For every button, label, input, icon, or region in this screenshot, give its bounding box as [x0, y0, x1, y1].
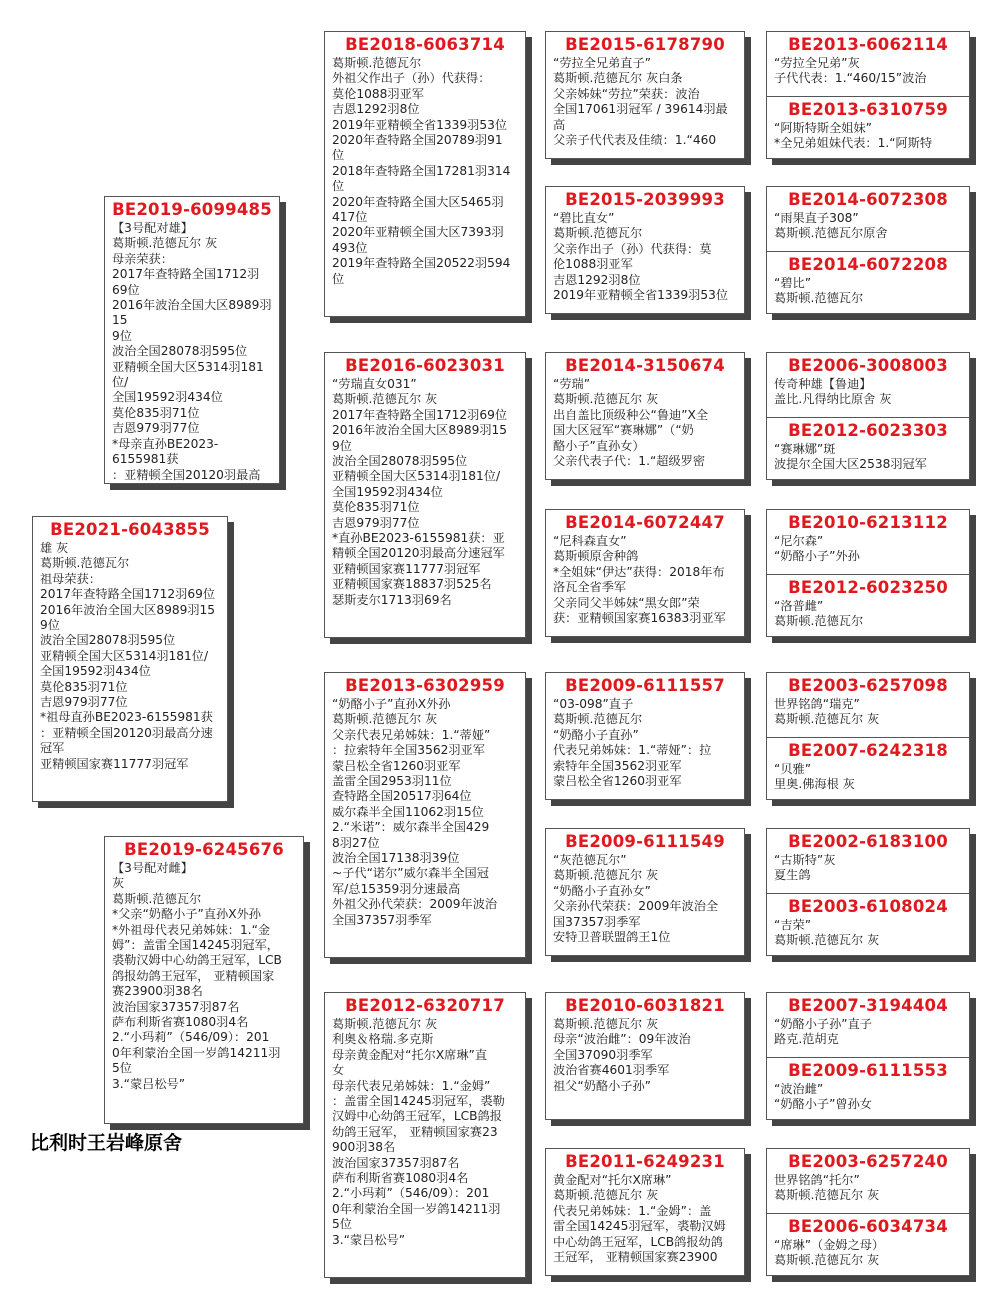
- ancestor-ring-number: BE2014-6072308: [788, 190, 948, 209]
- ancestor-card[interactable]: [767, 673, 969, 737]
- grandparent-ring-number: BE2013-6302959: [345, 676, 505, 695]
- ancestor-details: 世界铭鸽“瑞克” 葛斯顿.范德瓦尔 灰: [774, 697, 880, 727]
- sire-card[interactable]: [104, 196, 280, 484]
- ancestor-details: “雨果直子308” 葛斯顿.范德瓦尔原舍: [774, 211, 888, 241]
- great-grandparent-details: “碧比直女” 葛斯顿.范德瓦尔 父亲作出子（孙）代获得：莫 伦1088羽亚军 吉恩1292羽8位 2019年亚精顿全省1339羽53位: [553, 211, 729, 303]
- ancestor-details: “尼尔森” “奶酪小子”外孙: [774, 534, 860, 564]
- great-grandparent-ring-number: BE2010-6031821: [565, 996, 725, 1015]
- dam-details: 【3号配对雌】 灰 葛斯顿.范德瓦尔 *父亲“奶酪小子”直孙X外孙 *外祖母代表兄弟姊妹：1.“金 姆”：盖雷全国14245羽冠军， 裘勒汉姆中心幼鸽王冠军，LCB 鸽报幼鸽王冠军， 亚精顿国家 赛23900羽38名 波治国家37357羽87名 萨布利斯省赛1080羽4名 2.“小玛莉”（546/09）：201 0年利蒙治全国一岁鸽14211羽 5位 3.“蒙吕松号”: [112, 861, 282, 1091]
- great-grandparent-card[interactable]: [545, 186, 745, 314]
- great-grandparent-ring-number: BE2014-3150674: [565, 356, 725, 375]
- great-grandparent-card[interactable]: [545, 31, 745, 159]
- ancestor-ring-number: BE2002-6183100: [788, 832, 948, 851]
- ancestor-details: “贝雅” 里奥.佛海根 灰: [774, 762, 855, 792]
- dam-card[interactable]: [104, 836, 304, 1124]
- great-grandparent-ring-number: BE2009-6111549: [565, 832, 725, 851]
- ancestor-ring-number: BE2003-6257240: [788, 1152, 948, 1171]
- ancestor-ring-number: BE2010-6213112: [788, 513, 948, 532]
- ancestor-ring-number: BE2007-6242318: [788, 741, 948, 760]
- great-great-grandparents-pair: [766, 31, 970, 159]
- ancestor-card[interactable]: [767, 737, 969, 800]
- ancestor-details: “洛普雌” 葛斯顿.范德瓦尔: [774, 599, 864, 629]
- ancestor-ring-number: BE2003-6108024: [788, 897, 948, 916]
- ancestor-ring-number: BE2012-6023303: [788, 421, 948, 440]
- great-grandparent-ring-number: BE2014-6072447: [565, 513, 725, 532]
- ancestor-card[interactable]: [767, 187, 969, 251]
- grandparent-ring-number: BE2012-6320717: [345, 996, 505, 1015]
- ancestor-card[interactable]: [767, 510, 969, 574]
- ancestor-details: “波治雌” “奶酪小子”曾孙女: [774, 1082, 872, 1112]
- ancestor-details: “古斯特”灰 夏生鸽: [774, 853, 836, 883]
- grandparent-card[interactable]: [324, 31, 526, 317]
- ancestor-card[interactable]: [767, 32, 969, 96]
- great-grandparent-details: “劳瑞” 葛斯顿.范德瓦尔 灰 出自盖比顶级种公“鲁迪”X全 国大区冠军“赛琳娜”（“奶 酪小子”直孙女） 父亲代表子代：1.“超级罗密: [553, 377, 709, 469]
- great-grandparent-details: “灰范德瓦尔” 葛斯顿.范德瓦尔 灰 “奶酪小子直孙女” 父亲孙代荣获：2009年波治全 国37357羽季军 安特卫普联盟鸽王1位: [553, 853, 719, 945]
- ancestor-details: 传奇种雄【鲁迪】 盖比.凡得纳比原舍 灰: [774, 377, 892, 407]
- subject-card[interactable]: [32, 516, 228, 802]
- grandparent-details: 葛斯顿.范德瓦尔 灰 利奥＆格瑞.多克斯 母亲黄金配对“托尔X席琳”直 女 母亲代表兄弟姊妹：1.“金姆” ：盖雷全国14245羽冠军，裘勒 汉姆中心幼鸽王冠军，LCB鸽报 幼鸽王冠军， 亚精顿国家赛23 900羽38名 波治国家37357羽87名 萨布利斯省赛1080羽4名 2.“小玛莉”（546/09）：201 0年利蒙治全国一岁鸽14211羽 5位 3.“蒙吕松号”: [332, 1017, 505, 1247]
- great-grandparent-card[interactable]: [545, 509, 745, 637]
- sire-ring-number: BE2019-6099485: [112, 200, 272, 219]
- great-grandparent-card[interactable]: [545, 1148, 745, 1276]
- ancestor-ring-number: BE2006-6034734: [788, 1217, 948, 1236]
- great-grandparent-ring-number: BE2015-2039993: [565, 190, 725, 209]
- ancestor-ring-number: BE2007-3194404: [788, 996, 948, 1015]
- great-grandparent-card[interactable]: [545, 672, 745, 800]
- grandparent-ring-number: BE2018-6063714: [345, 35, 505, 54]
- ancestor-details: “阿斯特斯全姐妹” *全兄弟姐妹代表：1.“阿斯特: [774, 121, 933, 151]
- ancestor-ring-number: BE2013-6062114: [788, 35, 948, 54]
- ancestor-card[interactable]: [767, 1213, 969, 1276]
- ancestor-card[interactable]: [767, 993, 969, 1057]
- ancestor-details: “赛琳娜”斑 波提尔全国大区2538羽冠军: [774, 442, 927, 472]
- great-great-grandparents-pair: [766, 828, 970, 956]
- subject-ring-number: BE2021-6043855: [50, 520, 210, 539]
- ancestor-details: “碧比” 葛斯顿.范德瓦尔: [774, 276, 864, 306]
- great-grandparent-details: 黄金配对“托尔X席琳” 葛斯顿.范德瓦尔 灰 代表兄弟姊妹：1.“金姆”：盖 雷全国14245羽冠军，裘勒汉姆 中心幼鸽王冠军，LCB鸽报幼鸽 王冠军， 亚精顿国家赛23900: [553, 1173, 726, 1265]
- ancestor-ring-number: BE2009-6111553: [788, 1061, 948, 1080]
- ancestor-details: 世界铭鸽“托尔” 葛斯顿.范德瓦尔 灰: [774, 1173, 880, 1203]
- grandparent-card[interactable]: [324, 992, 526, 1278]
- grandparent-details: 葛斯顿.范德瓦尔 外祖父作出子（孙）代获得： 莫伦1088羽亚军 吉恩1292羽8位 2019年亚精顿全省1339羽53位 2020年查特路全国20789羽91 位 2018年查特路全国17281羽314 位 2020年查特路全国大区5465羽 417位 2020年亚精顿全国大区7393羽 493位 2019年查特路全国20522羽594 位: [332, 56, 511, 286]
- ancestor-card[interactable]: [767, 893, 969, 956]
- great-grandparent-details: “03-098”直子 葛斯顿.范德瓦尔 “奶酪小子直孙” 代表兄弟姊妹：1.“蒂娅”：拉 索特年全国3562羽亚军 蒙吕松全省1260羽亚军: [553, 697, 712, 789]
- great-grandparent-card[interactable]: [545, 352, 745, 480]
- great-grandparent-ring-number: BE2009-6111557: [565, 676, 725, 695]
- ancestor-ring-number: BE2006-3008003: [788, 356, 948, 375]
- ancestor-ring-number: BE2003-6257098: [788, 676, 948, 695]
- great-grandparent-card[interactable]: [545, 828, 745, 956]
- great-great-grandparents-pair: [766, 352, 970, 480]
- great-great-grandparents-pair: [766, 509, 970, 637]
- great-great-grandparents-pair: [766, 992, 970, 1120]
- sire-details: 【3号配对雄】 葛斯顿.范德瓦尔 灰 母亲荣获： 2017年查特路全国1712羽69位 2016年波治全国大区8989羽15 9位 波治全国28078羽595位 亚精顿全国大区5314羽181位/ 全国19592羽434位 莫伦835羽71位 吉恩979羽77位 *母亲直孙BE2023-6155981获 ：亚精顿全国20120羽最高: [112, 221, 272, 482]
- dam-ring-number: BE2019-6245676: [124, 840, 284, 859]
- grandparent-card[interactable]: [324, 352, 526, 638]
- grandparent-details: “劳瑞直女031” 葛斯顿.范德瓦尔 灰 2017年查特路全国1712羽69位 2016年波治全国大区8989羽15 9位 波治全国28078羽595位 亚精顿全国大区5314羽181位/ 全国19592羽434位 莫伦835羽71位 吉恩979羽77位 *直孙BE2023-6155981获：亚 精顿全国20120羽最高分速冠军 亚精顿国家赛11777羽冠军 亚精顿国家赛18837羽525名 瑟斯麦尔1713羽69名: [332, 377, 508, 607]
- great-grandparent-ring-number: BE2011-6249231: [565, 1152, 725, 1171]
- ancestor-card[interactable]: [767, 251, 969, 314]
- great-grandparent-details: 葛斯顿.范德瓦尔 灰 母亲“波治雌”：09年波治 全国37090羽季军 波治省赛4601羽季军 祖父“奶酪小子孙”: [553, 1017, 691, 1093]
- loft-name: 比利时王岩峰原舍: [30, 1132, 183, 1154]
- ancestor-card[interactable]: [767, 829, 969, 893]
- grandparent-card[interactable]: [324, 672, 526, 958]
- great-grandparent-ring-number: BE2015-6178790: [565, 35, 725, 54]
- great-grandparent-details: “劳拉全兄弟直子” 葛斯顿.范德瓦尔 灰白条 父亲姊妹“劳拉”荣获：波治 全国17061羽冠军 / 39614羽最 高 父亲子代代表及佳绩：1.“460: [553, 56, 728, 148]
- ancestor-card[interactable]: [767, 1057, 969, 1120]
- ancestor-details: “劳拉全兄弟”灰 子代代表：1.“460/15”波治: [774, 56, 927, 86]
- subject-details: 雄 灰 葛斯顿.范德瓦尔 祖母荣获： 2017年查特路全国1712羽69位 2016年波治全国大区8989羽15 9位 波治全国28078羽595位 亚精顿全国大区5314羽181位/ 全国19592羽434位 莫伦835羽71位 吉恩979羽77位 *祖母直孙BE2023-6155981获 ：亚精顿全国20120羽最高分速 冠军 亚精顿国家赛11777羽冠军: [40, 541, 216, 771]
- ancestor-card[interactable]: [767, 417, 969, 480]
- ancestor-details: “吉荣” 葛斯顿.范德瓦尔 灰: [774, 918, 880, 948]
- great-grandparent-card[interactable]: [545, 992, 745, 1120]
- ancestor-ring-number: BE2012-6023250: [788, 578, 948, 597]
- ancestor-card[interactable]: [767, 574, 969, 637]
- ancestor-card[interactable]: [767, 353, 969, 417]
- ancestor-ring-number: BE2013-6310759: [788, 100, 948, 119]
- ancestor-details: “奶酪小子孙”直子 路克.范胡克: [774, 1017, 872, 1047]
- great-great-grandparents-pair: [766, 1148, 970, 1276]
- grandparent-details: “奶酪小子”直孙X外孙 葛斯顿.范德瓦尔 灰 父亲代表兄弟姊妹：1.“蒂娅” ：拉索特年全国3562羽亚军 蒙吕松全省1260羽亚军 盖雷全国2953羽11位 查特路全国20517羽64位 威尔森半全国11062羽15位 2.“米诺”：威尔森半全国429 8羽27位 波治全国17138羽39位 ~子代“诺尔”威尔森半全国冠 军/总15359羽分速最高 外祖父孙代荣获：2009年波治 全国37357羽季军: [332, 697, 498, 927]
- great-great-grandparents-pair: [766, 186, 970, 314]
- ancestor-ring-number: BE2014-6072208: [788, 255, 948, 274]
- ancestor-card[interactable]: [767, 96, 969, 159]
- ancestor-card[interactable]: [767, 1149, 969, 1213]
- grandparent-ring-number: BE2016-6023031: [345, 356, 505, 375]
- great-great-grandparents-pair: [766, 672, 970, 800]
- great-grandparent-details: “尼科森直女” 葛斯顿原舍种鸽 *全姐妹“伊达”获得：2018年布 洛瓦全省季军 父亲同父半姊妹“黑女郎”荣 获：亚精顿国家赛16383羽亚军: [553, 534, 726, 626]
- ancestor-details: “席琳”（金姆之母） 葛斯顿.范德瓦尔 灰: [774, 1238, 885, 1268]
